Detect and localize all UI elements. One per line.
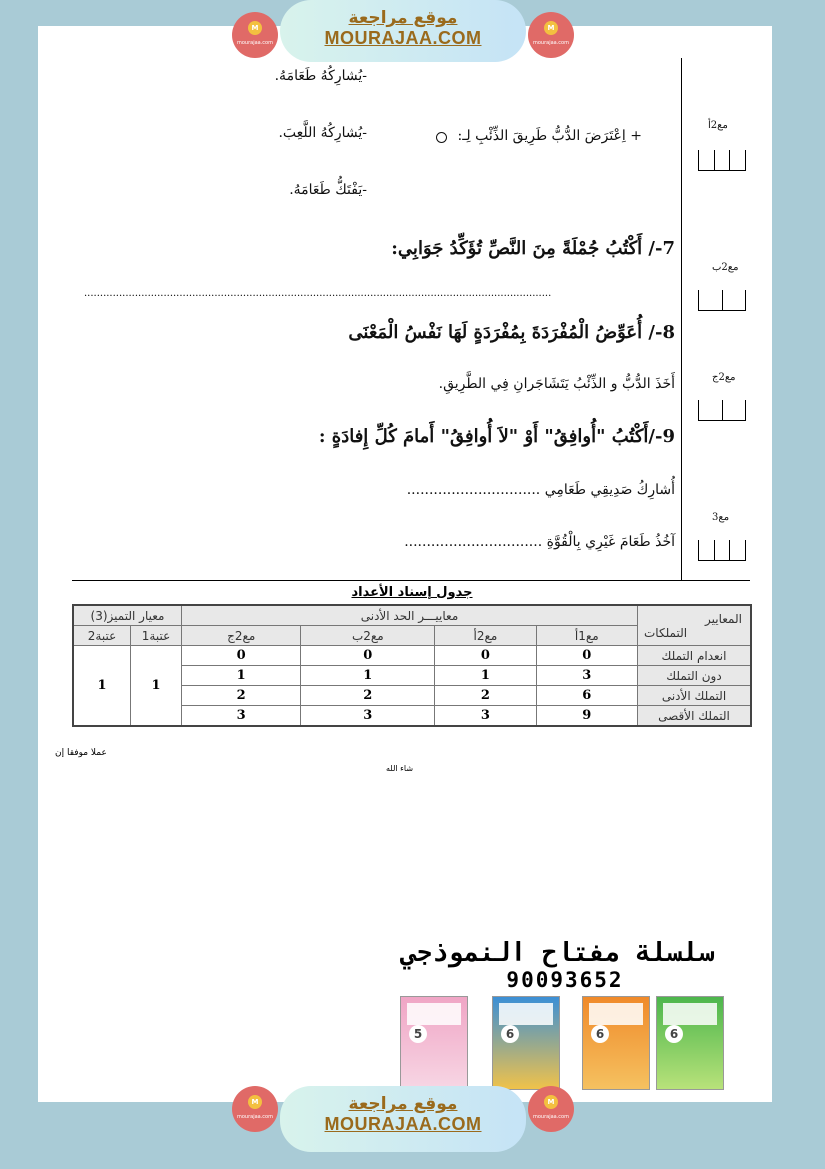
table-cell: 3 — [536, 666, 637, 686]
logo-icon: M — [544, 21, 558, 35]
question-8: 8-/ أُعَوِّضُ الْمُفْرَدَةَ بِمُفْرَدَةٍ لَهَا نَفْسُ الْمَعْنَى — [348, 322, 675, 343]
promo-title: سلسلة مفتاح النموذجي — [400, 938, 715, 968]
question-9: 9-/أَكْتُبُ "أُوافِقُ" أَوْ "لاَ أُوافِقُ" أَمامَ كُلِّ إِفادَةٍ : — [318, 426, 675, 447]
site-name-latin: MOURAJAA.COM — [324, 1114, 482, 1134]
option-line-3: -يَفْتَكُّ طَعَامَهُ. — [289, 182, 367, 198]
site-name-arabic: موقع مراجعة — [348, 8, 458, 28]
book-cover-image[interactable]: 5 — [400, 996, 468, 1090]
table-cell: 6 — [536, 686, 637, 706]
table-cell: 2 — [182, 686, 301, 706]
site-name-latin: MOURAJAA.COM — [324, 28, 482, 48]
table-cell: 9 — [536, 706, 637, 727]
table-header-min: معاييـــر الحد الأدنى — [182, 605, 638, 626]
table-row-label: انعدام التملك — [638, 646, 752, 666]
table-col: مع2ج — [182, 626, 301, 646]
site-banner-top[interactable] — [280, 0, 526, 62]
criterion-label: مع3 — [712, 512, 730, 523]
question-9-item-1[interactable]: أُشارِكُ صَدِيقِي طَعَامِي .............................. — [406, 482, 675, 498]
table-header-criteria: المعايير التملكات — [638, 605, 752, 646]
question-9-item-2[interactable]: آخُذُ طَعَامَ غَيْرِي بِالْقُوَّةِ ............................... — [404, 534, 675, 550]
book-cover-image[interactable]: 6 — [582, 996, 650, 1090]
table-cell: 0 — [435, 646, 536, 666]
table-col: مع2ب — [301, 626, 435, 646]
book-cover-image[interactable]: 6 — [656, 996, 724, 1090]
footer-wish-2: شاء الله — [386, 764, 414, 773]
table-cell: 0 — [301, 646, 435, 666]
option-line-2: -يُشارِكُهُ اللَّعِبَ. — [278, 125, 367, 141]
table-cell: 2 — [301, 686, 435, 706]
question-7: 7-/ أَكْتُبُ جُمْلَةً مِنَ النَّصِّ تُؤَكِّدُ جَوَابِي: — [391, 238, 675, 259]
table-col: مع1أ — [536, 626, 637, 646]
question-8-sentence: أَخَذَ الدُّبُّ و الذِّئْبُ يَتَشَاجَرانِ فِي الطَّرِيقِ. — [438, 376, 675, 392]
option-bullet-icon[interactable] — [436, 132, 447, 143]
table-cell: 1 — [301, 666, 435, 686]
grading-table — [72, 604, 752, 727]
margin-divider — [681, 58, 682, 580]
table-col: عتبة2 — [73, 626, 131, 646]
promo-phone[interactable]: 90093652 — [506, 968, 624, 992]
site-logo-right[interactable]: M mourajaa.com — [528, 1086, 574, 1132]
criterion-label: مع2أ — [708, 120, 728, 131]
book-cover-image[interactable]: 6 — [492, 996, 560, 1090]
threshold-2-value: 1 — [73, 646, 131, 727]
site-logo-left[interactable]: M mourajaa.com — [232, 12, 278, 58]
score-boxes[interactable] — [698, 150, 746, 171]
table-header-excellence: معيار التميز(3) — [73, 605, 182, 626]
score-boxes[interactable] — [698, 400, 746, 421]
site-name-arabic: موقع مراجعة — [348, 1094, 458, 1114]
option-prompt: + اِعْتَرَضَ الدُّبُّ طَرِيقَ الذِّئْبِ لِـ: — [457, 128, 642, 144]
table-row-label: التملك الأدنى — [638, 686, 752, 706]
table-cell: 1 — [182, 666, 301, 686]
answer-line-7[interactable]: ................................................................................................................................................... — [84, 288, 552, 299]
site-logo-right[interactable]: M mourajaa.com — [528, 12, 574, 58]
logo-icon: M — [544, 1095, 558, 1109]
table-cell: 3 — [182, 706, 301, 727]
threshold-1-value: 1 — [131, 646, 182, 727]
criterion-label: مع2ج — [712, 372, 736, 383]
logo-icon: M — [248, 21, 262, 35]
criterion-label: مع2ب — [712, 262, 739, 273]
option-line-1: -يُشارِكُهُ طَعَامَهُ. — [274, 68, 367, 84]
table-row-label: التملك الأقصى — [638, 706, 752, 727]
section-divider — [72, 580, 750, 581]
site-banner-bottom[interactable] — [280, 1086, 526, 1152]
table-title: جدول إسناد الأعداد — [351, 585, 473, 600]
table-row-label: دون التملك — [638, 666, 752, 686]
table-cell: 3 — [301, 706, 435, 727]
score-boxes[interactable] — [698, 290, 746, 311]
score-boxes[interactable] — [698, 540, 746, 561]
table-col: مع2أ — [435, 626, 536, 646]
table-cell: 2 — [435, 686, 536, 706]
logo-icon: M — [248, 1095, 262, 1109]
site-logo-left[interactable]: M mourajaa.com — [232, 1086, 278, 1132]
table-cell: 0 — [536, 646, 637, 666]
table-col: عتبة1 — [131, 626, 182, 646]
footer-wish-1: عملا موفقا إن — [55, 748, 107, 758]
table-cell: 1 — [435, 666, 536, 686]
table-cell: 0 — [182, 646, 301, 666]
table-cell: 3 — [435, 706, 536, 727]
